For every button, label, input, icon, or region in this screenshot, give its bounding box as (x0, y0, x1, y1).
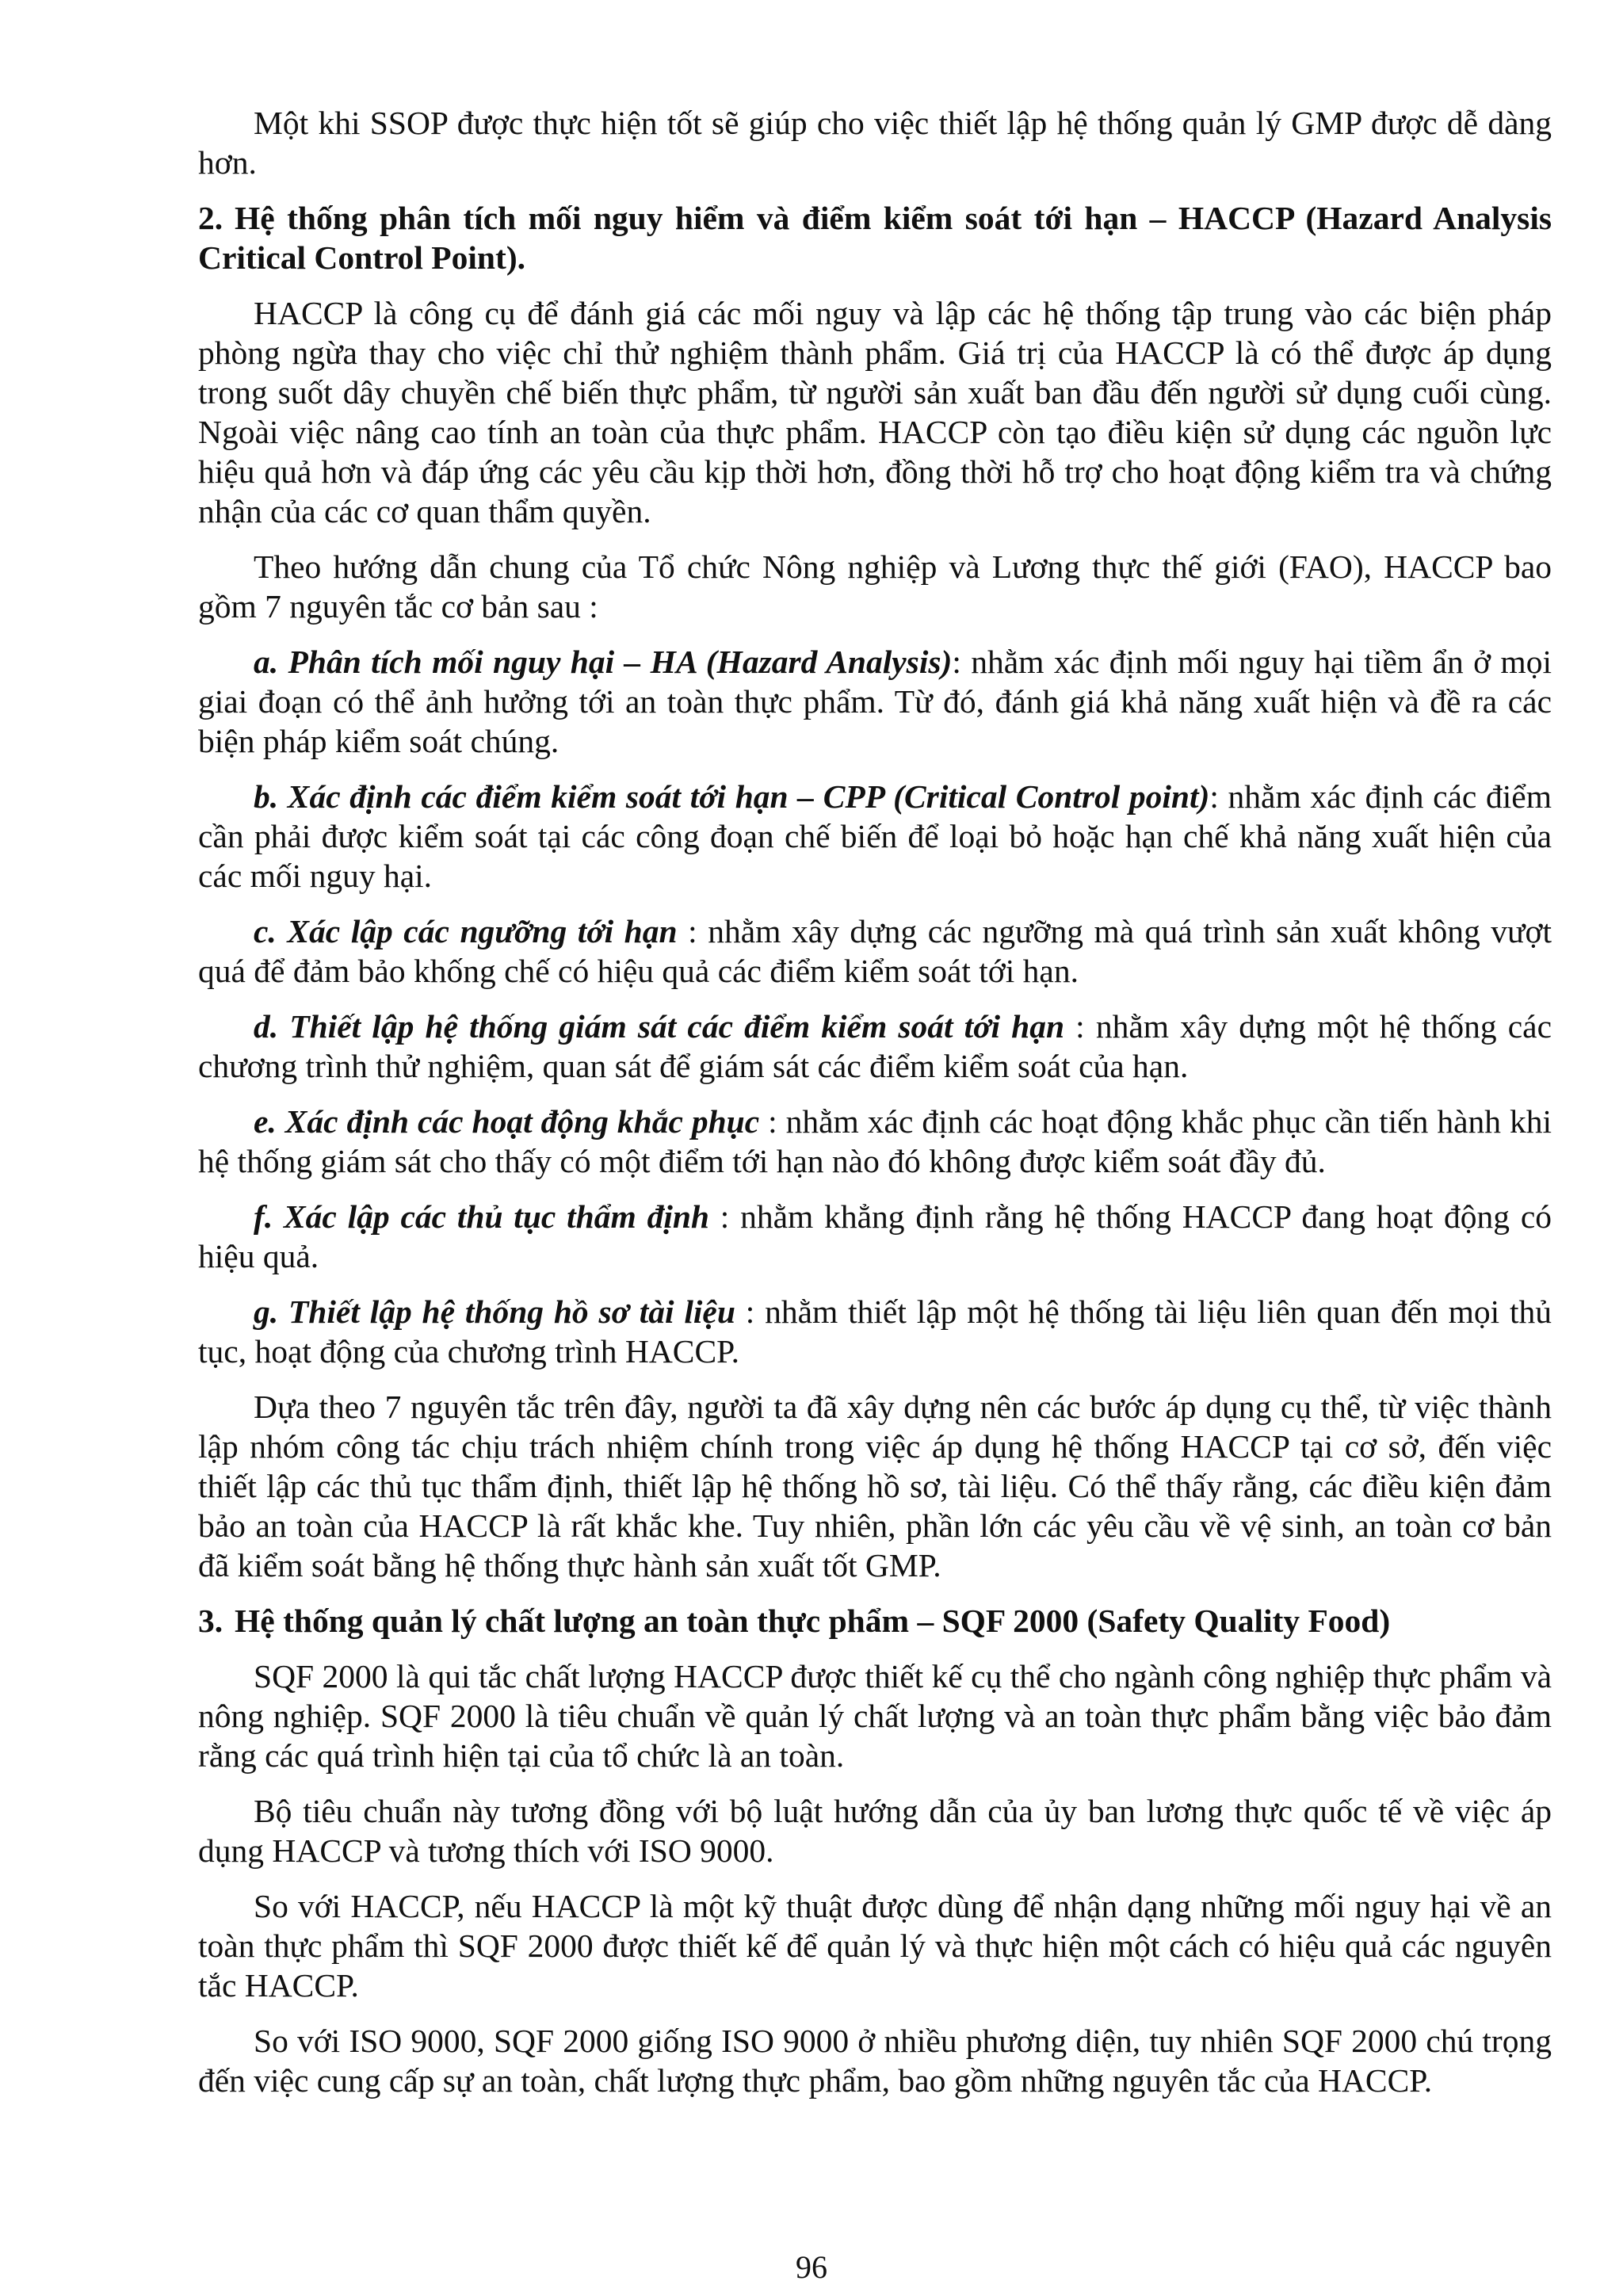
section-2-number: 2. (198, 200, 223, 236)
principle-e-text: : nhằm xác định các hoạt động khắc phục cần tiến hành khi hệ thống giám sát cho thấy có một điểm tới hạn nào đó không được kiểm soát đầy đủ. (198, 1103, 1552, 1179)
principle-e-title: e. Xác định các hoạt động khắc phục (254, 1103, 760, 1140)
section-3-number: 3. (198, 1603, 223, 1639)
sqf-paragraph-2: Bộ tiêu chuẩn này tương đồng với bộ luật hướng dẫn của ủy ban lương thực quốc tế về việc áp dụng HACCP và tương thích với ISO 9000. (198, 1793, 1552, 1869)
principle-c (198, 911, 1552, 991)
principle-f-title: f. Xác lập các thủ tục thẩm định (254, 1198, 710, 1235)
principle-d-text: : nhằm xây dựng một hệ thống các chương trình thử nghiệm, quan sát để giám sát các điểm kiểm soát của hạn. (198, 1008, 1552, 1084)
principle-d-title: d. Thiết lập hệ thống giám sát các điểm kiểm soát tới hạn (254, 1008, 1065, 1045)
principle-b-text: : nhằm xác định các điểm cần phải được kiểm soát tại các công đoạn chế biến để loại bỏ hoặc hạn chế khả năng xuất hiện của các mối nguy hại. (198, 778, 1552, 894)
haccp-paragraph-2: Theo hướng dẫn chung của Tổ chức Nông nghiệp và Lương thực thế giới (FAO), HACCP bao gồm 7 nguyên tắc cơ bản sau : (198, 548, 1552, 625)
principle-c-title: c. Xác lập các ngưỡng tới hạn (254, 913, 678, 949)
principle-g-title: g. Thiết lập hệ thống hồ sơ tài liệu (254, 1293, 735, 1330)
principle-c-text: : nhằm xây dựng các ngưỡng mà quá trình sản xuất không vượt quá để đảm bảo khống chế có hiệu quả các điểm kiểm soát tới hạn. (198, 913, 1552, 989)
principle-a-title: a. Phân tích mối nguy hại – HA (Hazard Analysis) (254, 644, 953, 680)
principle-g (198, 1292, 1552, 1371)
principle-d (198, 1007, 1552, 1086)
page-number: 96 (796, 2249, 827, 2285)
sqf-paragraph-3: So với HACCP, nếu HACCP là một kỹ thuật được dùng để nhận dạng những mối nguy hại về an toàn thực phẩm thì SQF 2000 được thiết kế để quản lý và thực hiện một cách có hiệu quả các nguyên tắc HACCP. (198, 1888, 1552, 2004)
section-3-heading (198, 1601, 1552, 1641)
principle-f-text: : nhằm khẳng định rằng hệ thống HACCP đang hoạt động có hiệu quả. (198, 1198, 1552, 1274)
principle-b (198, 777, 1552, 896)
sqf-paragraph-1: SQF 2000 là qui tắc chất lượng HACCP được thiết kế cụ thể cho ngành công nghiệp thực phẩm và nông nghiệp. SQF 2000 là tiêu chuẩn về quản lý chất lượng và an toàn thực phẩm bằng việc bảo đảm rằng các quá trình hiện tại của tổ chức là an toàn. (198, 1658, 1552, 1774)
principle-e (198, 1102, 1552, 1181)
principle-f (198, 1197, 1552, 1276)
principle-a (198, 642, 1552, 761)
principle-g-text: : nhằm thiết lập một hệ thống tài liệu liên quan đến mọi thủ tục, hoạt động của chương trình HACCP. (198, 1293, 1552, 1370)
haccp-paragraph-3: Dựa theo 7 nguyên tắc trên đây, người ta đã xây dựng nên các bước áp dụng cụ thể, từ việc thành lập nhóm công tác chịu trách nhiệm chính trong việc áp dụng hệ thống HACCP tại cơ sở, đến việc thiết lập các thủ tục thẩm định, thiết lập hệ thống hồ sơ, tài liệu. Có thể thấy rằng, các điều kiện đảm bảo an toàn của HACCP là rất khắc khe. Tuy nhiên, phần lớn các yêu cầu về vệ sinh, an toàn cơ bản đã kiểm soát bằng hệ thống thực hành sản xuất tốt GMP. (198, 1389, 1552, 1584)
section-2-title: Hệ thống phân tích mối nguy hiểm và điểm kiểm soát tới hạn – HACCP (Hazard Analysis Critical Control Point). (198, 200, 1552, 276)
section-3-title: Hệ thống quản lý chất lượng an toàn thực phẩm – SQF 2000 (Safety Quality Food) (235, 1603, 1391, 1639)
section-2-heading (198, 198, 1552, 277)
principle-b-title: b. Xác định các điểm kiểm soát tới hạn – CPP (Critical Control point) (254, 778, 1210, 815)
principle-a-text: : nhằm xác định mối nguy hại tiềm ẩn ở mọi giai đoạn có thể ảnh hưởng tới an toàn thực phẩm. Từ đó, đánh giá khả năng xuất hiện và đề ra các biện pháp kiểm soát chúng. (198, 644, 1552, 759)
intro-paragraph: Một khi SSOP được thực hiện tốt sẽ giúp cho việc thiết lập hệ thống quản lý GMP được dễ dàng hơn. (198, 105, 1552, 181)
sqf-paragraph-4: So với ISO 9000, SQF 2000 giống ISO 9000 ở nhiều phương diện, tuy nhiên SQF 2000 chú trọng đến việc cung cấp sự an toàn, chất lượng thực phẩm, bao gồm những nguyên tắc của HACCP. (198, 2023, 1552, 2099)
haccp-paragraph-1: HACCP là công cụ để đánh giá các mối nguy và lập các hệ thống tập trung vào các biện pháp phòng ngừa thay cho việc chỉ thử nghiệm thành phẩm. Giá trị của HACCP là có thể được áp dụng trong suốt dây chuyền chế biến thực phẩm, từ người sản xuất ban đầu đến người sử dụng cuối cùng. Ngoài việc nâng cao tính an toàn của thực phẩm. HACCP còn tạo điều kiện sử dụng các nguồn lực hiệu quả hơn và đáp ứng các yêu cầu kịp thời hơn, đồng thời hỗ trợ cho hoạt động kiểm tra và chứng nhận của các cơ quan thẩm quyền. (198, 295, 1552, 529)
